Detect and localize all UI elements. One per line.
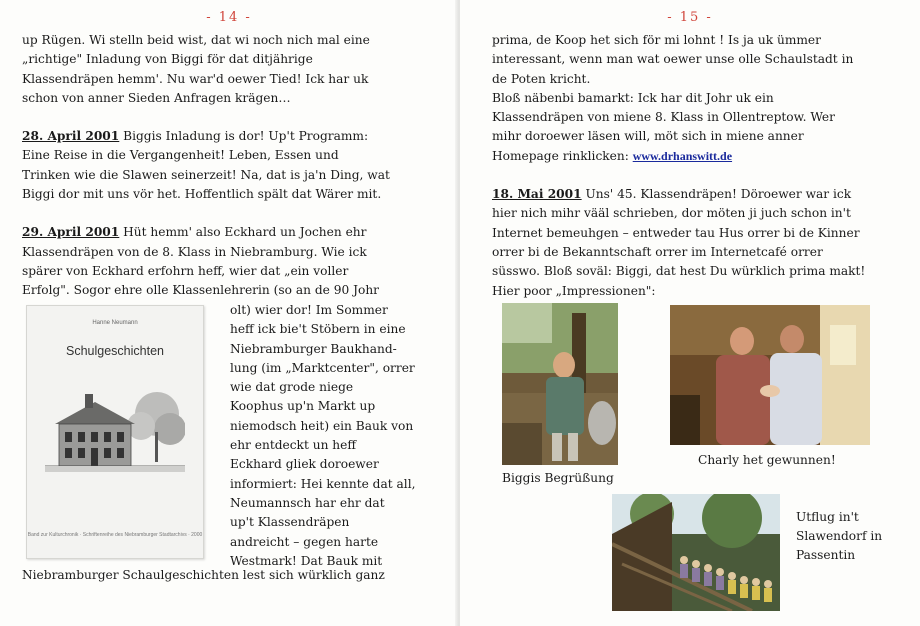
text-line: Koophus up'n Markt up [230, 399, 376, 414]
text-line: ehr entdeckt un heff [230, 438, 357, 453]
text-line: Trinken wie die Slawen seinerzeit! Na, dat is ja'n Ding, wat [22, 167, 390, 182]
left-intro [22, 31, 432, 301]
photo-winner [670, 305, 870, 445]
text-line: süsswo. Bloß soväl: Biggi, dat hest Du würklich prima makt! [492, 264, 866, 279]
text-line: Bloß näbenbi bamarkt: Ick har dit Johr uk ein [492, 90, 774, 105]
caption-line: Utflug in't [796, 510, 859, 524]
text-line: interessant, wenn man wat oewer unse olle Schaulstadt in [492, 52, 854, 67]
homepage-line [492, 147, 900, 166]
text-line: Biggi dor mit uns vör het. Hoffentlich spält dat Wärer mit. [22, 187, 382, 202]
page-number-left: - 14 - [206, 10, 252, 25]
text-line: de Poten kricht. [492, 71, 591, 86]
homepage-link[interactable]: www.drhanswitt.de [632, 148, 733, 163]
text-line: Westmark! Dat Bauk mit [230, 553, 383, 568]
text-line: informiert: Hei kennte dat all, [230, 476, 416, 491]
text-line: wie dat grode niege [230, 380, 354, 395]
entry-28-april [22, 127, 432, 146]
text-line: Eckhard gliek doroewer [230, 457, 379, 472]
text-line: Klassendräpen hemm'. Nu war'd oewer Tied! Ick har uk [22, 71, 369, 86]
text-line: Hüt hemm' also Eckhard un Jochen ehr [119, 225, 367, 240]
text-line: Eine Reise in die Vergangenheit! Leben, Essen und [22, 148, 339, 163]
text-line: prima, de Koop het sich för mi lohnt ! Is ja uk ümmer [492, 33, 821, 47]
text-line: Internet bemeuhgen – entweder tau Hus orrer bi de Kinner [492, 225, 860, 240]
text-line: olt) wier dor! Im Sommer [230, 303, 388, 317]
left-last-line: Niebramburger Schaulgeschichten lest sich würklich ganz [22, 568, 385, 582]
page-number-right: - 15 - [667, 10, 713, 25]
caption-greeting: Biggis Begrüßung [502, 471, 614, 485]
book-cover-image [26, 305, 204, 559]
text-line: Klassendräpen von miene 8. Klass in Ollentreptow. Wer [492, 110, 835, 125]
photo-greeting [502, 303, 618, 465]
right-page [460, 0, 920, 626]
text-line: up't Klassendräpen [230, 515, 350, 530]
text-line: heff ick bie't Stöbern in eine [230, 322, 406, 337]
photo-excursion [612, 494, 780, 611]
text-line: Niebramburger Baukhand- [230, 341, 397, 356]
text-line: lung (im „Marktcenter", orrer [230, 360, 415, 375]
text-line: Neumannsch har ehr dat [230, 495, 385, 510]
text-line: Uns' 45. Klassendräpen! Döroewer war ick [581, 187, 852, 202]
text-line: Homepage rinklicken: [492, 148, 633, 163]
text-line: „richtige" Inladung von Biggi för dat ditjährige [22, 52, 313, 67]
book-publisher: Band zur Kulturchronik · Schriftenreihe des Niebramburger Stadtarchivs · 2000 [27, 532, 203, 538]
entry-29-april [22, 223, 432, 242]
left-page [0, 0, 458, 626]
left-float-column [230, 301, 428, 571]
caption-line: Passentin [796, 548, 856, 562]
caption-winner: Charly het gewunnen! [698, 453, 836, 467]
text-line: spärer von Eckhard erfohrn heff, wier dat „ein voller [22, 263, 349, 278]
text-line: Erfolg". Sogor ehre olle Klassenlehrerin (so an de 90 Johr [22, 283, 380, 298]
text-line: mihr doroewer läsen will, möt sich in miene anner [492, 129, 804, 144]
entry-date: 28. April 2001 [22, 129, 120, 144]
caption-excursion [796, 508, 882, 565]
text-line: Hier poor „Impressionen": [492, 283, 656, 298]
text-line: schon von anner Sieden Anfragen krägen… [22, 90, 291, 105]
text-line: niemodsch heit) ein Bauk von [230, 418, 414, 433]
entry-18-mai [492, 185, 900, 204]
text-line: Biggis Inladung is dor! Up't Programm: [119, 129, 369, 144]
text-line: andreicht – gegen harte [230, 534, 379, 549]
text-line: orrer bi de Bekanntschaft orrer im Internetcafé orrer [492, 244, 823, 259]
right-intro [492, 31, 900, 301]
book-title: Schulgeschichten [66, 344, 164, 358]
text-line: up Rügen. Wi stelln beid wist, dat wi noch nich mal eine [22, 33, 370, 47]
caption-line: Slawendorf in [796, 529, 883, 543]
book-author: Hanne Neumann [92, 320, 138, 326]
text-line: hier nich mihr vääl schrieben, dor möten ji juch schon in't [492, 206, 851, 221]
text-line: Klassendräpen von de 8. Klass in Niebramburg. Wie ick [22, 244, 367, 259]
entry-date: 29. April 2001 [22, 225, 120, 240]
school-building-drawing [45, 384, 185, 480]
entry-date: 18. Mai 2001 [492, 187, 582, 202]
